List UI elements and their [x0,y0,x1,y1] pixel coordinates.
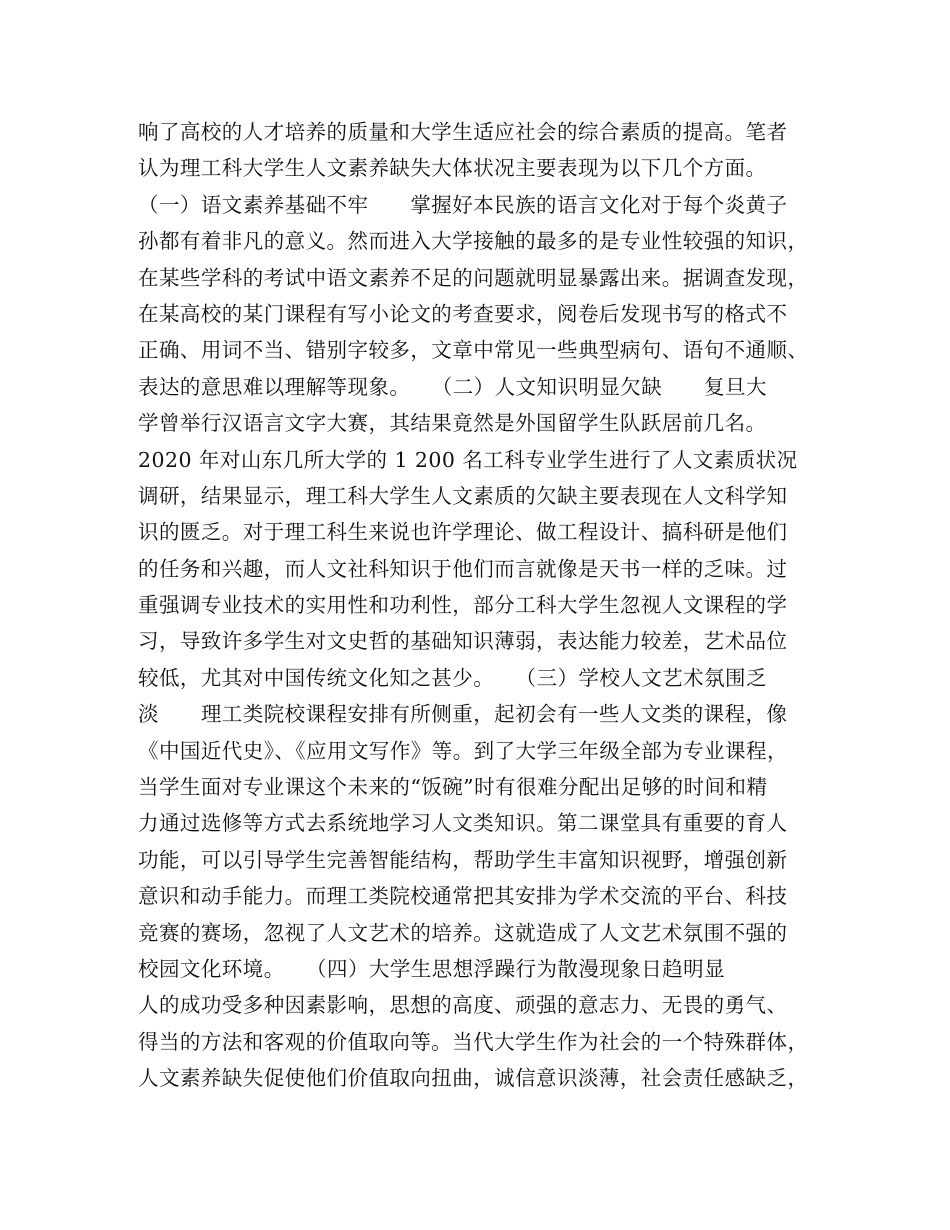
text-line: 竞赛的赛场，忽视了人文艺术的培养。这就造成了人文艺术氛围不强的 [138,920,788,945]
text-line: 识的匮乏。对于理工科生来说也许学理论、做工程设计、搞科研是他们 [138,520,788,545]
text-line: 的任务和兴趣，而人文社科知识于他们而言就像是天书一样的乏味。过 [138,556,788,581]
text-line: 得当的方法和客观的价值取向等。当代大学生作为社会的一个特殊群体， [138,1029,809,1054]
text-line: 表达的意思难以理解等现象。 （二）人文知识明显欠缺 复旦大 [138,374,767,399]
text-line: 正确、用词不当、错别字较多，文章中常见一些典型病句、语句不通顺、 [138,338,809,363]
text-line: （一）语文素养基础不牢 掌握好本民族的语言文化对于每个炎黄子 [138,192,788,217]
text-line: 重强调专业技术的实用性和功利性，部分工科大学生忽视人文课程的学 [138,593,788,618]
text-line: 意识和动手能力。而理工类院校通常把其安排为学术交流的平台、科技 [138,884,788,909]
text-line: 较低，尤其对中国传统文化知之甚少。 （三）学校人文艺术氛围乏 [138,665,767,690]
text-line: 认为理工科大学生人文素养缺失大体状况主要表现为以下几个方面。 [138,156,767,181]
text-line: 校园文化环境。 （四）大学生思想浮躁行为散漫现象日趋明显 [138,956,726,981]
text-line: 当学生面对专业课这个未来的“饭碗”时有很难分配出足够的时间和精 [138,775,768,800]
text-line: 力通过选修等方式去系统地学习人文类知识。第二课堂具有重要的育人 [138,811,788,836]
text-line: 淡 理工类院校课程安排有所侧重，起初会有一些人文类的课程，像 [138,702,788,727]
body-text [138,114,828,1097]
text-line: 人文素养缺失促使他们价值取向扭曲，诚信意识淡薄，社会责任感缺乏， [138,1066,809,1091]
text-line: 学曾举行汉语言文字大赛，其结果竟然是外国留学生队跃居前几名。 [138,411,767,436]
text-line: 调研，结果显示，理工科大学生人文素质的欠缺主要表现在人文科学知 [138,483,788,508]
text-line: 人的成功受多种因素影响，思想的高度、顽强的意志力、无畏的勇气、 [138,993,788,1018]
text-line: 在某高校的某门课程有写小论文的考查要求，阅卷后发现书写的格式不 [138,301,788,326]
text-line: 响了高校的人才培养的质量和大学生适应社会的综合素质的提高。笔者 [138,120,788,144]
text-line: 在某些学科的考试中语文素养不足的问题就明显暴露出来。据调查发现， [138,265,809,290]
text-line: 《中国近代史》、《应用文写作》等。到了大学三年级全部为专业课程， [138,738,788,763]
text-line: 功能，可以引导学生完善智能结构，帮助学生丰富知识视野，增强创新 [138,847,788,872]
text-line: 孙都有着非凡的意义。然而进入大学接触的最多的是专业性较强的知识， [138,229,809,254]
text-line: 2020 年对山东几所大学的 1 200 名工科专业学生进行了人文素质状况 [138,447,798,472]
text-line: 习，导致许多学生对文史哲的基础知识薄弱，表达能力较差，艺术品位 [138,629,788,654]
